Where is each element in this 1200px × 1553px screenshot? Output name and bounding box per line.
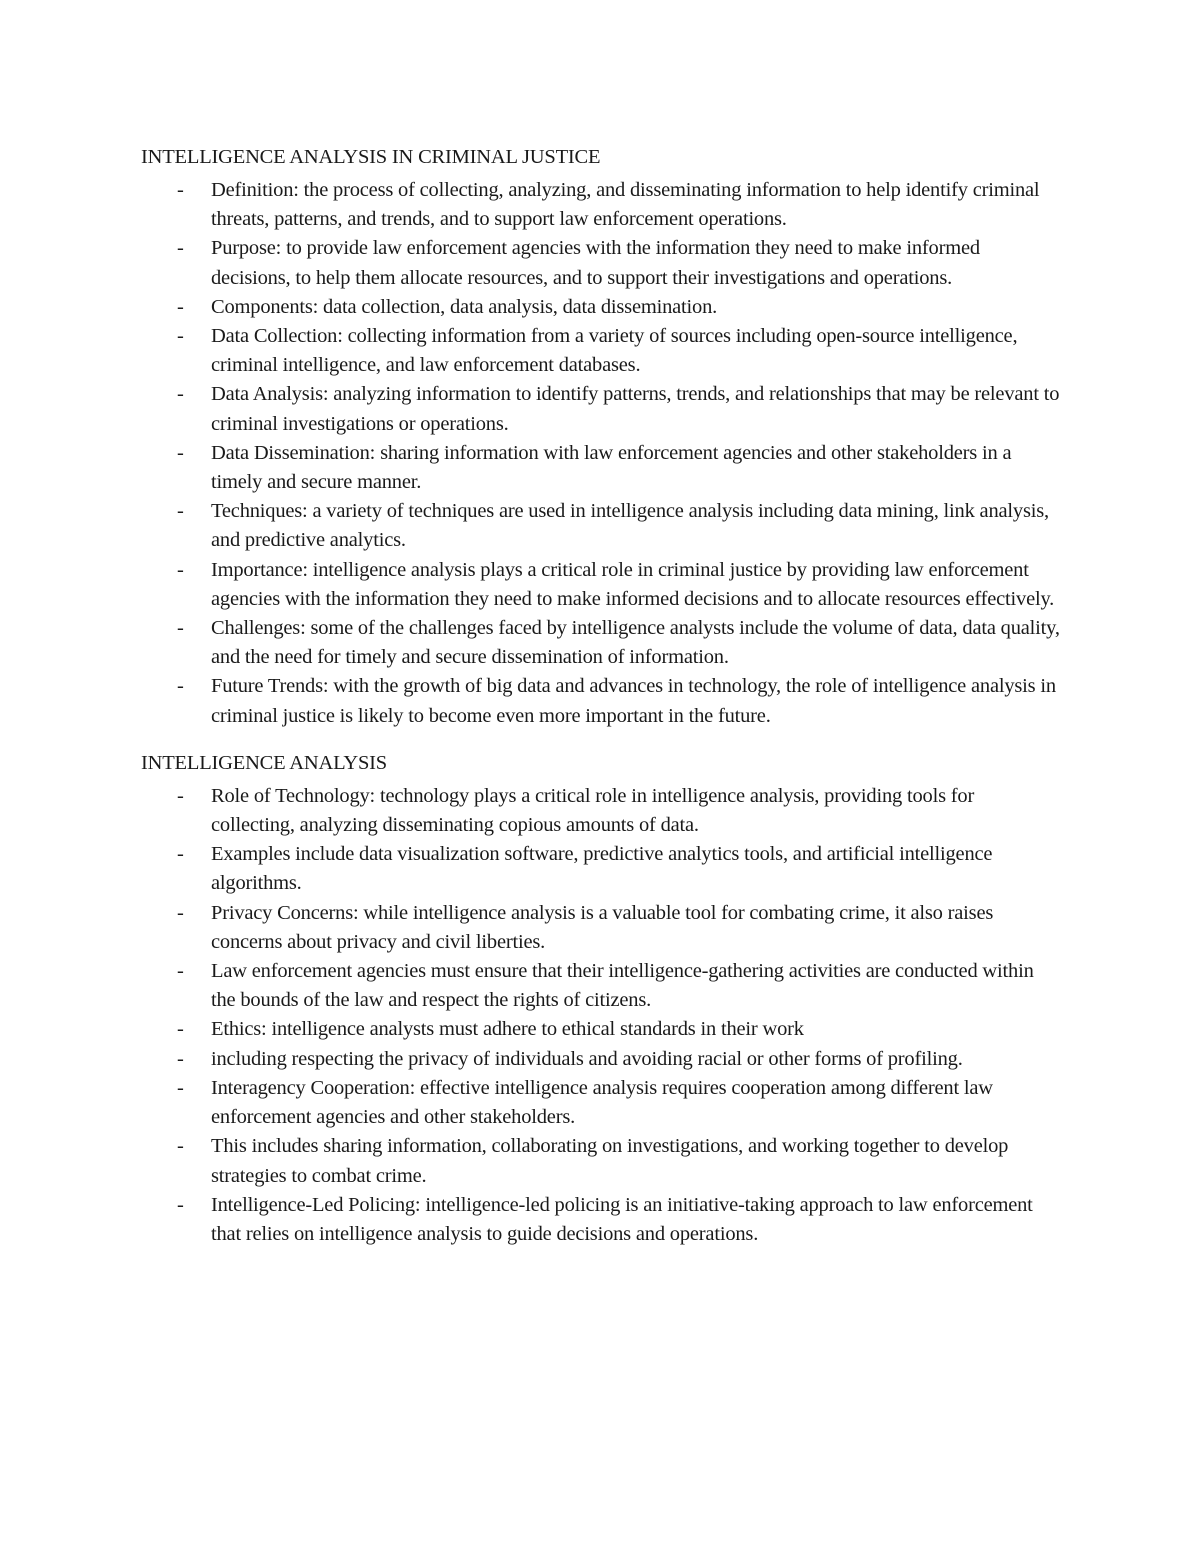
bullet-dash: -	[177, 901, 184, 924]
list-item-text: Components: data collection, data analysis, data dissemination.	[211, 295, 718, 318]
list-item	[141, 380, 1061, 438]
list-item	[141, 1132, 1061, 1190]
bullet-dash: -	[177, 500, 184, 523]
list-item	[141, 234, 1061, 292]
list-item-text: Importance: intelligence analysis plays a critical role in criminal justice by providing law enforcement agencies with the information they need to make informed decisions and to allocate resources effectively.	[211, 558, 1055, 610]
list-item	[141, 556, 1061, 614]
list-item-text: Intelligence-Led Policing: intelligence-led policing is an initiative-taking approach to law enforcement that relies on intelligence analysis to guide decisions and operations.	[211, 1193, 1033, 1245]
bullet-dash: -	[177, 383, 184, 406]
list-item-text: Interagency Cooperation: effective intelligence analysis requires cooperation among different law enforcement agencies and other stakeholders.	[211, 1076, 993, 1129]
bullet-dash: -	[177, 441, 184, 464]
list-item-text: Challenges: some of the challenges faced by intelligence analysts include the volume of data, data quality, and the need for timely and secure dissemination of information.	[211, 617, 1060, 669]
list-item	[141, 899, 1061, 957]
list-item	[141, 672, 1061, 730]
section-spacer	[141, 731, 1061, 749]
document-content	[141, 143, 1061, 1249]
list-item-text: Techniques: a variety of techniques are used in intelligence analysis including data mining, link analysis, and predictive analytics.	[211, 500, 1049, 552]
bullet-list	[141, 176, 1061, 731]
list-item	[141, 1074, 1061, 1132]
section-title: INTELLIGENCE ANALYSIS IN CRIMINAL JUSTICE	[141, 146, 601, 168]
bullet-dash: -	[177, 1193, 184, 1216]
list-item-text: Data Dissemination: sharing information with law enforcement agencies and other stakeholders in a timely and secure manner.	[211, 441, 1012, 494]
list-item-text: Examples include data visualization software, predictive analytics tools, and artificial intelligence algorithms.	[211, 843, 993, 895]
bullet-dash: -	[177, 325, 184, 348]
list-item-text: Ethics: intelligence analysts must adhere to ethical standards in their work	[211, 1018, 804, 1041]
bullet-dash: -	[177, 179, 184, 201]
list-item	[141, 1045, 1061, 1074]
list-item-text: Privacy Concerns: while intelligence analysis is a valuable tool for combating crime, it also raises concerns about privacy and civil liberties.	[211, 901, 994, 953]
bullet-dash: -	[177, 1076, 184, 1099]
bullet-list	[141, 782, 1061, 1249]
list-item-text: Purpose: to provide law enforcement agencies with the information they need to make informed decisions, to help them allocate resources, and to support their investigations and operations.	[211, 237, 980, 289]
bullet-dash: -	[177, 843, 184, 866]
bullet-dash: -	[177, 558, 184, 581]
bullet-dash: -	[177, 960, 184, 983]
list-item	[141, 293, 1061, 322]
list-item-text: This includes sharing information, collaborating on investigations, and working together to develop strategies to combat crime.	[211, 1135, 1009, 1187]
list-item	[141, 497, 1061, 555]
list-item	[141, 614, 1061, 672]
bullet-dash: -	[177, 784, 184, 807]
list-item-text: Definition: the process of collecting, analyzing, and disseminating information to help identify criminal threats, patterns, and trends, and to support law enforcement operations.	[211, 179, 1040, 231]
list-item	[141, 439, 1061, 497]
bullet-dash: -	[177, 617, 184, 640]
list-item	[141, 957, 1061, 1015]
bullet-dash: -	[177, 1047, 184, 1070]
bullet-dash: -	[177, 295, 184, 318]
section-criminal-justice	[141, 143, 1061, 731]
list-item	[141, 840, 1061, 898]
list-item	[141, 782, 1061, 840]
bullet-dash: -	[177, 675, 184, 698]
list-item-text: including respecting the privacy of individuals and avoiding racial or other forms of profiling.	[211, 1047, 963, 1070]
list-item-text: Role of Technology: technology plays a critical role in intelligence analysis, providing tools for collecting, analyzing disseminating copious amounts of data.	[211, 784, 975, 837]
list-item	[141, 176, 1061, 234]
bullet-dash: -	[177, 1135, 184, 1158]
bullet-dash: -	[177, 237, 184, 260]
section-intelligence-analysis	[141, 749, 1061, 1249]
bullet-dash: -	[177, 1018, 184, 1041]
list-item-text: Law enforcement agencies must ensure that their intelligence-gathering activities are conducted within the bounds of the law and respect the rights of citizens.	[211, 960, 1034, 1012]
section-title: INTELLIGENCE ANALYSIS	[141, 751, 387, 774]
list-item	[141, 1191, 1061, 1249]
list-item	[141, 1015, 1061, 1044]
list-item-text: Data Analysis: analyzing information to identify patterns, trends, and relationships that may be relevant to criminal investigations or operations.	[211, 383, 1060, 435]
list-item-text: Future Trends: with the growth of big data and advances in technology, the role of intelligence analysis in criminal justice is likely to become even more important in the future.	[211, 675, 1056, 727]
list-item	[141, 322, 1061, 380]
list-item-text: Data Collection: collecting information from a variety of sources including open-source intelligence, criminal intelligence, and law enforcement databases.	[211, 325, 1018, 377]
